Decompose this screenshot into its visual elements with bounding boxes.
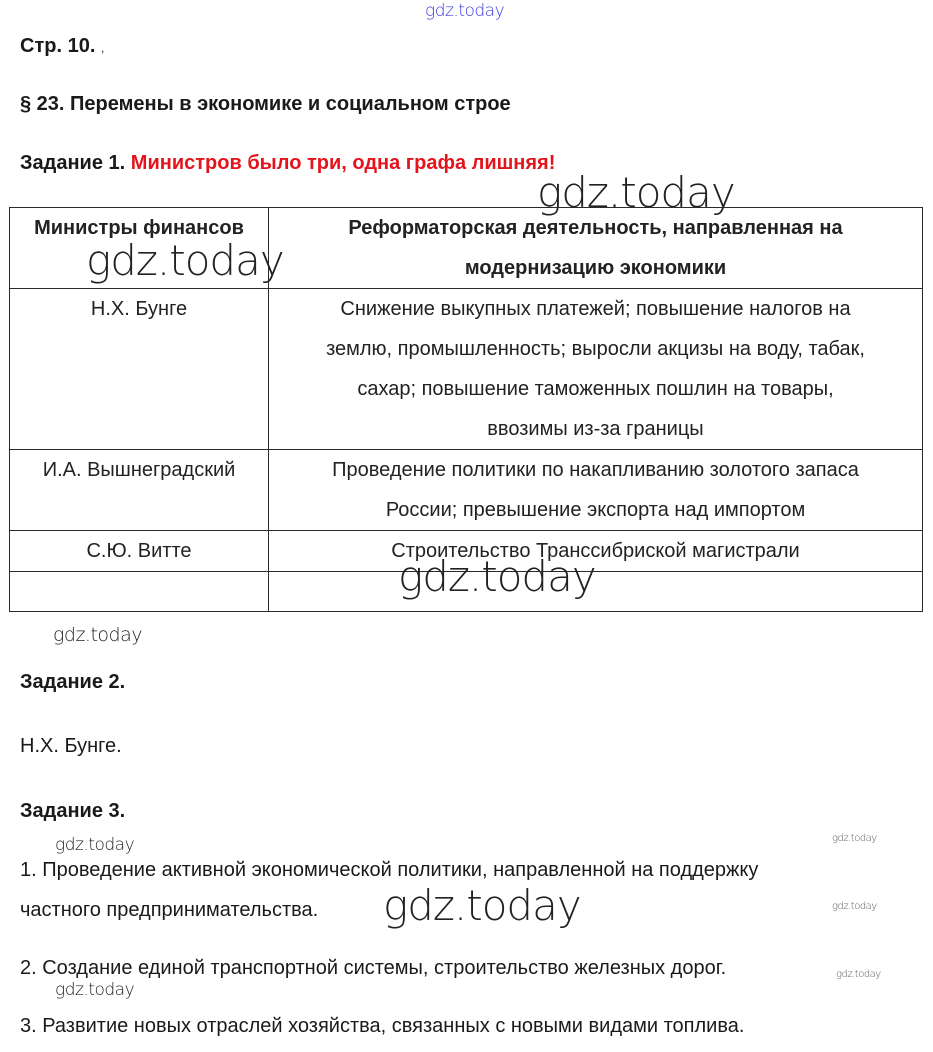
watermark-medium: gdz.today <box>53 624 142 646</box>
table-row <box>10 289 923 450</box>
task3-item-1-line-2: частного предпринимательства. <box>20 899 319 921</box>
minister-cell: С.Ю. Витте <box>10 531 269 572</box>
task2-label: Задание 2. <box>20 671 126 693</box>
task2-answer: Н.Х. Бунге. <box>20 735 122 757</box>
table-row <box>10 450 923 531</box>
minister-cell: И.А. Вышнеградский <box>10 450 269 531</box>
page-reference-text: Стр. 10. <box>20 35 96 57</box>
activity-cell: Строительство Транссибриской магистрали <box>269 531 923 572</box>
watermark-small: gdz.today <box>836 969 881 980</box>
activity-cell: Снижение выкупных платежей; повышение налогов на землю, промышленность; выросли акцизы на воду, табак, сахар; повышение таможенных пошлин на товары, ввозимы из-за границы <box>269 289 923 450</box>
task3-label: Задание 3. <box>20 800 126 822</box>
header-cell-activity: Реформаторская деятельность, направленная на модернизацию экономики <box>269 208 923 289</box>
task3-item-1-line-1: 1. Проведение активной экономической политики, направленной на поддержку <box>20 859 759 881</box>
watermark-large: gdz.today <box>86 236 284 285</box>
watermark-small: gdz.today <box>832 833 877 844</box>
section-title: § 23. Перемены в экономике и социальном строе <box>20 93 511 115</box>
page-reference <box>20 34 104 60</box>
watermark-large: gdz.today <box>398 552 596 601</box>
task1-note: Министров было три, одна графа лишняя! <box>130 152 556 174</box>
task1-heading <box>20 151 555 175</box>
watermark-medium: gdz.today <box>55 980 135 1000</box>
watermark-top: gdz.today <box>425 1 505 21</box>
watermark-large: gdz.today <box>383 881 581 930</box>
activity-cell: Проведение политики по накапливанию золотого запаса России; превышение экспорта над импортом <box>269 450 923 531</box>
task1-label: Задание 1. <box>20 152 126 174</box>
task3-item-2: 2. Создание единой транспортной системы, строительство железных дорог. <box>20 957 727 979</box>
watermark-medium: gdz.today <box>55 835 135 855</box>
watermark-large: gdz.today <box>537 168 735 217</box>
watermark-small: gdz.today <box>832 901 877 912</box>
header-cell-ministers: Министры финансов <box>10 208 269 289</box>
minister-cell <box>10 572 269 612</box>
minister-cell: Н.Х. Бунге <box>10 289 269 450</box>
task3-item-3: 3. Развитие новых отраслей хозяйства, связанных с новыми видами топлива. <box>20 1015 745 1037</box>
page-reference-suffix: , <box>100 41 105 55</box>
